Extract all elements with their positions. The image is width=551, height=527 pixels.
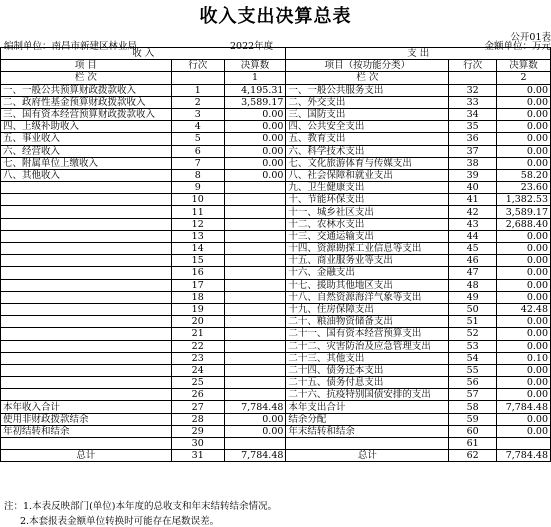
expense-row-number-cell: 62 xyxy=(449,450,497,462)
income-amount-cell xyxy=(224,389,286,401)
table-row xyxy=(1,303,551,315)
table-row xyxy=(1,145,551,157)
expense-amount-cell: 0.00 xyxy=(497,340,551,352)
expense-row-number-cell: 52 xyxy=(449,328,497,340)
expense-row-number-cell: 56 xyxy=(449,377,497,389)
expense-amount-cell: 0.00 xyxy=(497,145,551,157)
table-row xyxy=(1,401,551,413)
income-item-cell: 八、其他收入 xyxy=(1,169,172,181)
expense-item-cell: 四、公共安全支出 xyxy=(286,121,449,133)
expense-amount-cell: 0.00 xyxy=(497,84,551,96)
expense-item-cell: 总计 xyxy=(286,450,449,462)
income-row-number-cell: 4 xyxy=(171,121,224,133)
expense-item-cell: 结余分配 xyxy=(286,413,449,425)
income-item-cell xyxy=(1,206,172,218)
income-amount-cell: 0.00 xyxy=(224,145,286,157)
income-amount-cell: 0.00 xyxy=(224,169,286,181)
income-item-cell xyxy=(1,328,172,340)
income-item-cell: 五、事业收入 xyxy=(1,133,172,145)
income-row-number-cell: 8 xyxy=(171,169,224,181)
table-row xyxy=(1,218,551,230)
expense-item-cell: 二十、粮油物资储备支出 xyxy=(286,316,449,328)
table-row xyxy=(1,364,551,376)
expense-item-cell: 十二、农林水支出 xyxy=(286,218,449,230)
expense-item-cell: 十五、商业服务业等支出 xyxy=(286,255,449,267)
amount-unit: 金额单位：万元 xyxy=(484,41,551,52)
expense-row-number-cell: 53 xyxy=(449,340,497,352)
expense-row-number-cell: 55 xyxy=(449,364,497,376)
table-row xyxy=(1,255,551,267)
expense-row-number-cell: 40 xyxy=(449,182,497,194)
income-row-number-cell: 13 xyxy=(171,230,224,242)
income-item-cell xyxy=(1,267,172,279)
expense-row-number-cell: 41 xyxy=(449,194,497,206)
table-row xyxy=(1,194,551,206)
expense-amount-cell: 0.00 xyxy=(497,267,551,279)
table-row xyxy=(1,230,551,242)
expense-item-cell: 八、社会保障和就业支出 xyxy=(286,169,449,181)
table-row xyxy=(1,121,551,133)
expense-row-number-cell: 37 xyxy=(449,145,497,157)
income-column-blank xyxy=(171,72,224,84)
expense-amount-cell: 0.00 xyxy=(497,328,551,340)
table-row xyxy=(1,243,551,255)
income-amount-cell: 0.00 xyxy=(224,133,286,145)
table-row xyxy=(1,169,551,181)
income-item-cell xyxy=(1,230,172,242)
income-row-number-cell: 25 xyxy=(171,377,224,389)
income-amount-cell xyxy=(224,243,286,255)
expense-row-number-cell: 42 xyxy=(449,206,497,218)
income-section-header: 收 入 xyxy=(1,48,286,60)
income-row-number-cell: 9 xyxy=(171,182,224,194)
expense-amount-cell: 0.00 xyxy=(497,389,551,401)
expense-row-number-cell: 47 xyxy=(449,267,497,279)
expense-row-number-cell: 48 xyxy=(449,279,497,291)
table-row xyxy=(1,316,551,328)
expense-item-cell: 二十二、灾害防治及应急管理支出 xyxy=(286,340,449,352)
table-row xyxy=(1,279,551,291)
expense-amount-cell: 58.20 xyxy=(497,169,551,181)
expense-column-blank xyxy=(449,72,497,84)
expense-row-number-cell: 43 xyxy=(449,218,497,230)
income-amount-cell: 0.00 xyxy=(224,425,286,437)
expense-amount-cell: 0.00 xyxy=(497,230,551,242)
income-row-number-cell: 1 xyxy=(171,84,224,96)
income-column-number: 1 xyxy=(224,72,286,84)
expense-item-cell: 二十一、国有资本经营预算支出 xyxy=(286,328,449,340)
income-item-cell: 七、附属单位上缴收入 xyxy=(1,157,172,169)
income-item-cell: 四、上级补助收入 xyxy=(1,121,172,133)
expense-amount-cell: 0.00 xyxy=(497,364,551,376)
income-amount-cell xyxy=(224,377,286,389)
expense-item-cell xyxy=(286,438,449,450)
income-amount-cell xyxy=(224,218,286,230)
expense-amount-cell: 3,589.17 xyxy=(497,206,551,218)
expense-item-cell: 六、科学技术支出 xyxy=(286,145,449,157)
expense-column-number: 2 xyxy=(497,72,551,84)
income-item-cell xyxy=(1,364,172,376)
expense-amount-cell: 0.00 xyxy=(497,425,551,437)
expense-item-cell: 二十四、债务还本支出 xyxy=(286,364,449,376)
income-row-number-cell: 23 xyxy=(171,352,224,364)
income-item-cell: 六、经营收入 xyxy=(1,145,172,157)
note-1: 注：1.本表反映部门(单位)本年度的总收支和年末结转结余情况。 xyxy=(4,501,277,512)
expense-row-number-cell: 51 xyxy=(449,316,497,328)
expense-amount-header: 决算数 xyxy=(497,60,551,72)
expense-item-cell: 年末结转和结余 xyxy=(286,425,449,437)
report-title: 收入支出决算总表 xyxy=(199,6,352,27)
expense-item-cell: 二十五、债务付息支出 xyxy=(286,377,449,389)
income-amount-cell xyxy=(224,316,286,328)
compiling-unit: 编制单位：南昌市新建区林业局 xyxy=(4,41,138,52)
expense-row-number-cell: 33 xyxy=(449,96,497,108)
table-row xyxy=(1,84,551,96)
expense-item-cell: 十一、城乡社区支出 xyxy=(286,206,449,218)
income-item-cell xyxy=(1,303,172,315)
income-row-number-cell: 20 xyxy=(171,316,224,328)
income-row-number-cell: 19 xyxy=(171,303,224,315)
table-row xyxy=(1,377,551,389)
table-row xyxy=(1,267,551,279)
expense-item-cell: 十九、住房保障支出 xyxy=(286,303,449,315)
income-item-cell xyxy=(1,279,172,291)
income-row-number-cell: 30 xyxy=(171,438,224,450)
expense-row-number-cell: 50 xyxy=(449,303,497,315)
expense-item-cell: 十四、资源勘探工业信息等支出 xyxy=(286,243,449,255)
income-row-number-cell: 3 xyxy=(171,108,224,120)
note-2: 2.本套报表金额单位转换时可能存在尾数误差。 xyxy=(20,516,220,527)
income-amount-cell: 0.00 xyxy=(224,108,286,120)
income-column-label: 栏 次 xyxy=(1,72,172,84)
income-item-cell xyxy=(1,255,172,267)
income-amount-header: 决算数 xyxy=(224,60,286,72)
income-row-number-cell: 18 xyxy=(171,291,224,303)
expense-row-number-cell: 35 xyxy=(449,121,497,133)
table-row xyxy=(1,182,551,194)
table-row xyxy=(1,352,551,364)
expense-item-header: 项目（按功能分类） xyxy=(286,60,449,72)
expense-amount-cell: 0.00 xyxy=(497,133,551,145)
income-row-number-cell: 21 xyxy=(171,328,224,340)
expense-item-cell: 本年支出合计 xyxy=(286,401,449,413)
income-amount-cell xyxy=(224,194,286,206)
table-row xyxy=(1,108,551,120)
expense-amount-cell: 0.00 xyxy=(497,316,551,328)
income-amount-cell: 7,784.48 xyxy=(224,450,286,462)
income-amount-cell xyxy=(224,438,286,450)
expense-item-cell: 十七、援助其他地区支出 xyxy=(286,279,449,291)
income-amount-cell: 7,784.48 xyxy=(224,401,286,413)
income-amount-cell xyxy=(224,291,286,303)
expense-item-cell: 九、卫生健康支出 xyxy=(286,182,449,194)
income-item-cell: 三、国有资本经营预算财政拨款收入 xyxy=(1,108,172,120)
income-item-cell xyxy=(1,377,172,389)
expense-amount-cell: 7,784.48 xyxy=(497,401,551,413)
table-row xyxy=(1,328,551,340)
expense-row-number-cell: 38 xyxy=(449,157,497,169)
income-expense-table xyxy=(0,47,551,462)
income-amount-cell xyxy=(224,364,286,376)
table-row xyxy=(1,425,551,437)
expense-amount-cell xyxy=(497,438,551,450)
table-row xyxy=(1,291,551,303)
income-item-cell xyxy=(1,389,172,401)
expense-item-cell: 五、教育支出 xyxy=(286,133,449,145)
income-item-header: 项 目 xyxy=(1,60,172,72)
table-row xyxy=(1,413,551,425)
expense-row-number-cell: 59 xyxy=(449,413,497,425)
income-item-cell xyxy=(1,316,172,328)
expense-amount-cell: 0.00 xyxy=(497,243,551,255)
income-item-cell xyxy=(1,243,172,255)
income-amount-cell: 3,589.17 xyxy=(224,96,286,108)
table-row xyxy=(1,438,551,450)
income-amount-cell xyxy=(224,303,286,315)
income-item-cell xyxy=(1,340,172,352)
expense-row-number-cell: 60 xyxy=(449,425,497,437)
income-item-cell xyxy=(1,182,172,194)
income-item-cell xyxy=(1,438,172,450)
income-row-number-cell: 6 xyxy=(171,145,224,157)
expense-amount-cell: 0.00 xyxy=(497,96,551,108)
income-amount-cell xyxy=(224,279,286,291)
expense-amount-cell: 0.00 xyxy=(497,279,551,291)
expense-section-header: 支 出 xyxy=(286,48,551,60)
income-row-number-cell: 16 xyxy=(171,267,224,279)
income-row-number-cell: 2 xyxy=(171,96,224,108)
income-row-number-cell: 14 xyxy=(171,243,224,255)
expense-row-number-cell: 45 xyxy=(449,243,497,255)
income-item-cell xyxy=(1,352,172,364)
income-row-number-cell: 7 xyxy=(171,157,224,169)
income-item-cell xyxy=(1,218,172,230)
expense-item-cell: 三、国防支出 xyxy=(286,108,449,120)
income-row-number-cell: 5 xyxy=(171,133,224,145)
expense-amount-cell: 42.48 xyxy=(497,303,551,315)
expense-row-number-cell: 44 xyxy=(449,230,497,242)
income-amount-cell xyxy=(224,230,286,242)
income-amount-cell xyxy=(224,206,286,218)
expense-item-cell: 二、外交支出 xyxy=(286,96,449,108)
income-amount-cell: 0.00 xyxy=(224,413,286,425)
income-item-cell xyxy=(1,291,172,303)
expense-row-number-cell: 46 xyxy=(449,255,497,267)
expense-row-number-cell: 34 xyxy=(449,108,497,120)
income-row-number-cell: 17 xyxy=(171,279,224,291)
table-row xyxy=(1,450,551,462)
table-row xyxy=(1,340,551,352)
income-amount-cell: 4,195.31 xyxy=(224,84,286,96)
income-item-cell: 年初结转和结余 xyxy=(1,425,172,437)
expense-amount-cell: 2,688.40 xyxy=(497,218,551,230)
income-amount-cell: 0.00 xyxy=(224,121,286,133)
income-row-number-cell: 26 xyxy=(171,389,224,401)
income-row-number-cell: 28 xyxy=(171,413,224,425)
expense-item-cell: 一、一般公共服务支出 xyxy=(286,84,449,96)
income-amount-cell xyxy=(224,328,286,340)
income-item-cell: 使用非财政拨款结余 xyxy=(1,413,172,425)
table-row xyxy=(1,133,551,145)
income-rowno-header: 行次 xyxy=(171,60,224,72)
expense-item-cell: 二十三、其他支出 xyxy=(286,352,449,364)
income-amount-cell xyxy=(224,182,286,194)
income-amount-cell: 0.00 xyxy=(224,157,286,169)
table-row xyxy=(1,96,551,108)
income-row-number-cell: 22 xyxy=(171,340,224,352)
expense-amount-cell: 0.00 xyxy=(497,413,551,425)
expense-amount-cell: 0.00 xyxy=(497,255,551,267)
form-code: 公开01表 xyxy=(510,32,551,43)
income-row-number-cell: 15 xyxy=(171,255,224,267)
expense-row-number-cell: 39 xyxy=(449,169,497,181)
income-row-number-cell: 24 xyxy=(171,364,224,376)
income-row-number-cell: 12 xyxy=(171,218,224,230)
income-row-number-cell: 31 xyxy=(171,450,224,462)
expense-row-number-cell: 57 xyxy=(449,389,497,401)
expense-amount-cell: 7,784.48 xyxy=(497,450,551,462)
income-row-number-cell: 29 xyxy=(171,425,224,437)
expense-rowno-header: 行次 xyxy=(449,60,497,72)
expense-amount-cell: 0.00 xyxy=(497,121,551,133)
expense-amount-cell: 0.00 xyxy=(497,291,551,303)
expense-amount-cell: 0.00 xyxy=(497,108,551,120)
expense-row-number-cell: 54 xyxy=(449,352,497,364)
expense-amount-cell: 0.00 xyxy=(497,377,551,389)
table-row xyxy=(1,206,551,218)
income-amount-cell xyxy=(224,340,286,352)
income-amount-cell xyxy=(224,352,286,364)
expense-amount-cell: 23.60 xyxy=(497,182,551,194)
expense-item-cell: 十八、自然资源海洋气象等支出 xyxy=(286,291,449,303)
income-row-number-cell: 10 xyxy=(171,194,224,206)
expense-row-number-cell: 32 xyxy=(449,84,497,96)
income-item-cell: 一、一般公共预算财政拨款收入 xyxy=(1,84,172,96)
expense-row-number-cell: 49 xyxy=(449,291,497,303)
expense-item-cell: 二十六、抗疫特别国债安排的支出 xyxy=(286,389,449,401)
income-item-cell: 总计 xyxy=(1,450,172,462)
income-row-number-cell: 27 xyxy=(171,401,224,413)
table-row xyxy=(1,157,551,169)
expense-column-label: 栏 次 xyxy=(286,72,449,84)
expense-row-number-cell: 61 xyxy=(449,438,497,450)
income-amount-cell xyxy=(224,267,286,279)
income-item-cell xyxy=(1,194,172,206)
expense-row-number-cell: 58 xyxy=(449,401,497,413)
expense-amount-cell: 0.10 xyxy=(497,352,551,364)
expense-item-cell: 十三、交通运输支出 xyxy=(286,230,449,242)
expense-amount-cell: 0.00 xyxy=(497,157,551,169)
expense-row-number-cell: 36 xyxy=(449,133,497,145)
income-amount-cell xyxy=(224,255,286,267)
expense-item-cell: 十六、金融支出 xyxy=(286,267,449,279)
expense-item-cell: 七、文化旅游体育与传媒支出 xyxy=(286,157,449,169)
report-year: 2022年度 xyxy=(230,41,274,52)
table-row xyxy=(1,389,551,401)
expense-item-cell: 十、节能环保支出 xyxy=(286,194,449,206)
income-item-cell: 本年收入合计 xyxy=(1,401,172,413)
income-item-cell: 二、政府性基金预算财政拨款收入 xyxy=(1,96,172,108)
income-row-number-cell: 11 xyxy=(171,206,224,218)
expense-amount-cell: 1,382.53 xyxy=(497,194,551,206)
